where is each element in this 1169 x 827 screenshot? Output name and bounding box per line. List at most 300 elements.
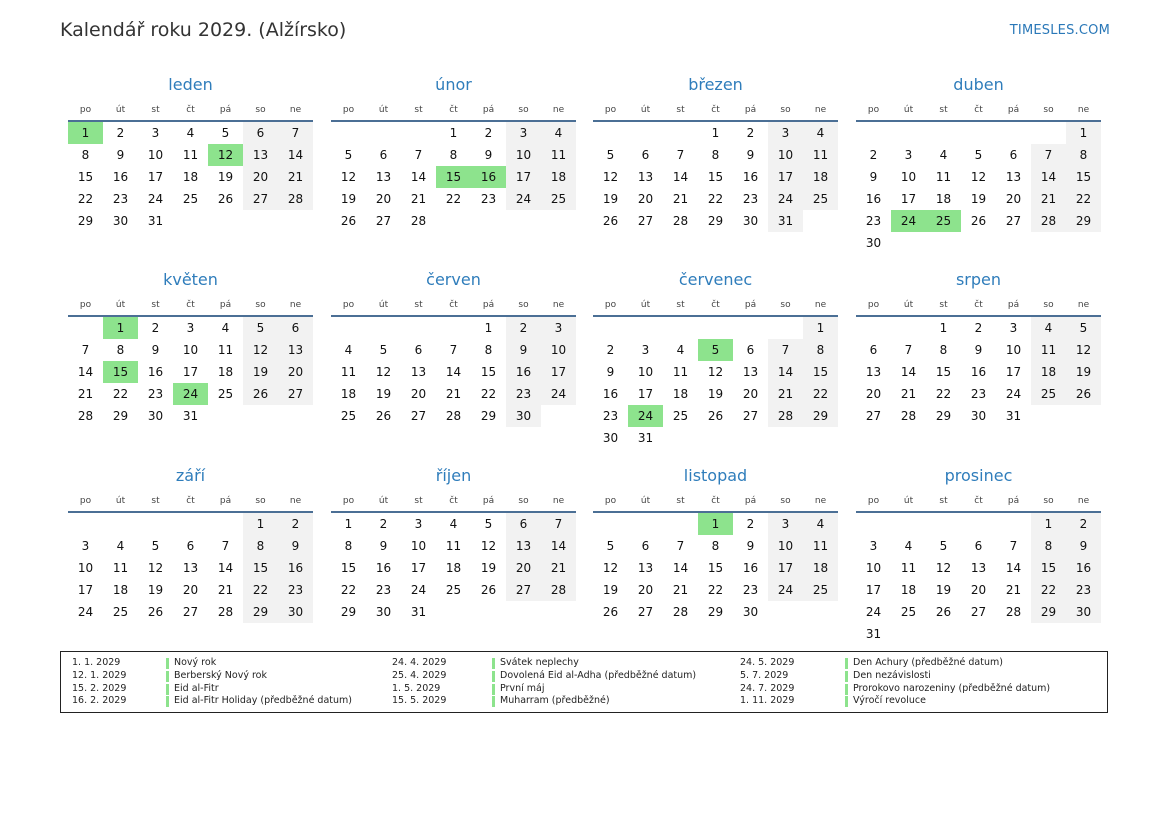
- day-cell: 2: [869, 148, 878, 162]
- day-cell: 11: [445, 539, 462, 553]
- empty-cell: [926, 513, 961, 535]
- day-cell: 26: [217, 192, 234, 206]
- empty-cell: [628, 317, 663, 339]
- day-cell: 30: [1066, 601, 1101, 623]
- day-cell: 14: [768, 361, 803, 383]
- weekday-label: čt: [711, 300, 720, 310]
- empty-cell: [628, 122, 663, 144]
- day-cell: 25: [541, 188, 576, 210]
- day-cell: 1: [243, 513, 278, 535]
- day-cell: 13: [506, 535, 541, 557]
- day-cell: 19: [602, 583, 619, 597]
- day-cell: 13: [278, 339, 313, 361]
- day-cell: 11: [1031, 339, 1066, 361]
- day-cell: 15: [935, 365, 952, 379]
- weekday-label: po: [867, 300, 880, 310]
- month-name: červen: [426, 270, 481, 289]
- month-name: leden: [168, 75, 213, 94]
- day-cell: 22: [340, 583, 357, 597]
- day-cell: 8: [81, 148, 90, 162]
- weekday-label: po: [79, 105, 92, 115]
- days-grid: [856, 317, 1101, 427]
- empty-cell: [68, 513, 103, 535]
- day-cell: 2: [151, 321, 160, 335]
- day-cell: 16: [375, 561, 392, 575]
- day-cell: 17: [77, 583, 94, 597]
- days-grid: [331, 122, 576, 232]
- legend-date: 25. 4. 2029: [392, 669, 447, 681]
- legend-holiday-name: Eid al-Fitr Holiday (předběžné datum): [174, 695, 352, 707]
- weekday-label: ne: [814, 105, 827, 115]
- month-listopad: [593, 465, 838, 623]
- day-cell: 21: [217, 583, 234, 597]
- legend-date: 16. 2. 2029: [72, 695, 127, 707]
- weekday-label: so: [518, 496, 529, 506]
- day-cell: 29: [803, 405, 838, 427]
- day-cell: 9: [278, 535, 313, 557]
- legend-date: 24. 7. 2029: [740, 682, 795, 694]
- day-cell: 24: [147, 192, 164, 206]
- weekday-label: st: [414, 105, 423, 115]
- month-srpen: [856, 269, 1101, 427]
- day-cell: 9: [606, 365, 615, 379]
- day-cell: 9: [974, 343, 983, 357]
- day-cell: 15: [1031, 557, 1066, 579]
- day-cell: 10: [410, 539, 427, 553]
- legend-date: 15. 2. 2029: [72, 682, 127, 694]
- day-cell: 30: [112, 214, 129, 228]
- day-cell: 14: [672, 561, 689, 575]
- day-cell: 5: [606, 539, 615, 553]
- day-cell: 9: [484, 148, 493, 162]
- days-grid: [68, 513, 313, 623]
- holiday-day-cell: 15: [103, 361, 138, 383]
- day-cell: 21: [1005, 583, 1022, 597]
- days-grid: [856, 122, 1101, 254]
- empty-cell: [593, 513, 628, 535]
- day-cell: 10: [900, 170, 917, 184]
- day-cell: 27: [970, 605, 987, 619]
- day-cell: 28: [672, 214, 689, 228]
- day-cell: 24: [865, 605, 882, 619]
- day-cell: 19: [217, 170, 234, 184]
- day-cell: 29: [480, 409, 497, 423]
- day-cell: 12: [480, 539, 497, 553]
- legend-date: 12. 1. 2029: [72, 669, 127, 681]
- day-cell: 5: [974, 148, 983, 162]
- day-cell: 25: [340, 409, 357, 423]
- weekday-label: so: [255, 496, 266, 506]
- legend-marker: [492, 696, 495, 707]
- day-cell: 10: [768, 535, 803, 557]
- legend-holiday-name: Den Achury (předběžné datum): [853, 657, 1003, 668]
- weekday-header: [331, 491, 576, 513]
- day-cell: 4: [1031, 317, 1066, 339]
- day-cell: 27: [410, 409, 427, 423]
- day-cell: 29: [112, 409, 129, 423]
- day-cell: 4: [803, 122, 838, 144]
- empty-cell: [698, 317, 733, 339]
- month-září: [68, 465, 313, 623]
- day-cell: 9: [1066, 535, 1101, 557]
- day-cell: 18: [182, 170, 199, 184]
- day-cell: 19: [243, 361, 278, 383]
- weekday-label: so: [1043, 496, 1054, 506]
- holiday-day-cell: 24: [628, 405, 663, 427]
- day-cell: 19: [480, 561, 497, 575]
- day-cell: 1: [484, 321, 493, 335]
- day-cell: 1: [1066, 122, 1101, 144]
- empty-cell: [401, 317, 436, 339]
- day-cell: 21: [1031, 188, 1066, 210]
- weekday-label: so: [255, 105, 266, 115]
- day-cell: 28: [768, 405, 803, 427]
- day-cell: 30: [865, 236, 882, 250]
- weekday-label: út: [640, 300, 651, 310]
- day-cell: 15: [707, 561, 724, 575]
- day-cell: 4: [803, 513, 838, 535]
- day-cell: 20: [506, 557, 541, 579]
- weekday-header: [331, 295, 576, 317]
- weekday-label: po: [342, 105, 355, 115]
- empty-cell: [331, 317, 366, 339]
- day-cell: 22: [480, 387, 497, 401]
- day-cell: 3: [81, 539, 90, 553]
- day-cell: 26: [1066, 383, 1101, 405]
- day-cell: 4: [449, 517, 458, 531]
- day-cell: 4: [676, 343, 685, 357]
- month-únor: [331, 74, 576, 232]
- day-cell: 18: [541, 166, 576, 188]
- weekday-label: út: [640, 496, 651, 506]
- day-cell: 1: [711, 126, 720, 140]
- day-cell: 19: [1066, 361, 1101, 383]
- weekday-label: čt: [186, 105, 195, 115]
- days-grid: [856, 513, 1101, 645]
- day-cell: 28: [217, 605, 234, 619]
- legend-holiday-name: Prorokovo narozeniny (předběžné datum): [853, 682, 1051, 694]
- day-cell: 21: [410, 192, 427, 206]
- day-cell: 17: [768, 166, 803, 188]
- day-cell: 17: [637, 387, 654, 401]
- weekday-label: st: [676, 105, 685, 115]
- day-cell: 18: [672, 387, 689, 401]
- legend-holiday-name: Muharram (předběžné): [500, 695, 610, 707]
- day-cell: 4: [221, 321, 230, 335]
- day-cell: 26: [707, 409, 724, 423]
- day-cell: 7: [676, 148, 685, 162]
- day-cell: 18: [803, 557, 838, 579]
- day-cell: 24: [410, 583, 427, 597]
- weekday-label: út: [115, 496, 126, 506]
- day-cell: 17: [541, 361, 576, 383]
- empty-cell: [891, 513, 926, 535]
- day-cell: 31: [1005, 409, 1022, 423]
- weekday-label: po: [604, 496, 617, 506]
- weekday-label: so: [1043, 105, 1054, 115]
- day-cell: 16: [1066, 557, 1101, 579]
- day-cell: 22: [1031, 579, 1066, 601]
- day-cell: 26: [602, 605, 619, 619]
- day-cell: 8: [1031, 535, 1066, 557]
- day-cell: 7: [541, 513, 576, 535]
- month-květen: [68, 269, 313, 427]
- day-cell: 12: [970, 170, 987, 184]
- weekday-header: [593, 100, 838, 122]
- empty-cell: [891, 317, 926, 339]
- day-cell: 20: [182, 583, 199, 597]
- holiday-day-cell: 5: [698, 339, 733, 361]
- day-cell: 10: [147, 148, 164, 162]
- day-cell: 13: [410, 365, 427, 379]
- legend-holiday-name: Den nezávislosti: [853, 669, 931, 681]
- day-cell: 25: [803, 579, 838, 601]
- weekday-label: st: [151, 300, 160, 310]
- day-cell: 19: [707, 387, 724, 401]
- month-říjen: [331, 465, 576, 623]
- weekday-label: čt: [186, 300, 195, 310]
- day-cell: 28: [77, 409, 94, 423]
- weekday-label: ne: [1077, 105, 1090, 115]
- day-cell: 16: [112, 170, 129, 184]
- day-cell: 28: [1005, 605, 1022, 619]
- legend-marker: [166, 671, 169, 682]
- day-cell: 19: [147, 583, 164, 597]
- day-cell: 23: [1066, 579, 1101, 601]
- month-name: prosinec: [944, 466, 1013, 485]
- day-cell: 14: [1005, 561, 1022, 575]
- legend-marker: [845, 684, 848, 695]
- day-cell: 9: [869, 170, 878, 184]
- day-cell: 25: [672, 409, 689, 423]
- day-cell: 19: [935, 583, 952, 597]
- weekday-label: pá: [1007, 300, 1020, 310]
- day-cell: 15: [803, 361, 838, 383]
- day-cell: 10: [1005, 343, 1022, 357]
- weekday-label: so: [780, 105, 791, 115]
- weekday-label: út: [903, 300, 914, 310]
- empty-cell: [593, 122, 628, 144]
- day-cell: 25: [217, 387, 234, 401]
- day-cell: 28: [672, 605, 689, 619]
- day-cell: 25: [445, 583, 462, 597]
- day-cell: 12: [147, 561, 164, 575]
- legend-marker: [166, 696, 169, 707]
- day-cell: 16: [278, 557, 313, 579]
- day-cell: 10: [77, 561, 94, 575]
- day-cell: 3: [869, 539, 878, 553]
- day-cell: 11: [182, 148, 199, 162]
- day-cell: 14: [77, 365, 94, 379]
- empty-cell: [138, 513, 173, 535]
- day-cell: 20: [637, 192, 654, 206]
- day-cell: 20: [742, 387, 759, 401]
- day-cell: 3: [768, 122, 803, 144]
- weekday-label: st: [939, 496, 948, 506]
- month-name: únor: [435, 75, 472, 94]
- day-cell: 4: [904, 539, 913, 553]
- weekday-label: pá: [744, 496, 757, 506]
- day-cell: 2: [746, 517, 755, 531]
- day-cell: 15: [707, 170, 724, 184]
- weekday-label: pá: [219, 300, 232, 310]
- legend-holiday-name: Výročí revoluce: [853, 695, 926, 707]
- weekday-label: so: [780, 300, 791, 310]
- day-cell: 31: [637, 431, 654, 445]
- day-cell: 8: [116, 343, 125, 357]
- day-cell: 24: [768, 579, 803, 601]
- holiday-legend: [60, 651, 1108, 713]
- weekday-label: po: [79, 300, 92, 310]
- day-cell: 27: [742, 409, 759, 423]
- site-link[interactable]: TIMESLES.COM: [1009, 23, 1110, 38]
- day-cell: 2: [379, 517, 388, 531]
- day-cell: 21: [541, 557, 576, 579]
- day-cell: 2: [278, 513, 313, 535]
- day-cell: 14: [410, 170, 427, 184]
- day-cell: 3: [641, 343, 650, 357]
- empty-cell: [856, 317, 891, 339]
- day-cell: 7: [904, 343, 913, 357]
- weekday-label: pá: [482, 300, 495, 310]
- weekday-header: [68, 100, 313, 122]
- day-cell: 11: [935, 170, 952, 184]
- day-cell: 8: [711, 148, 720, 162]
- day-cell: 4: [939, 148, 948, 162]
- day-cell: 28: [278, 188, 313, 210]
- holiday-day-cell: 1: [698, 513, 733, 535]
- empty-cell: [331, 122, 366, 144]
- day-cell: 4: [116, 539, 125, 553]
- day-cell: 22: [707, 192, 724, 206]
- day-cell: 27: [865, 409, 882, 423]
- day-cell: 31: [182, 409, 199, 423]
- day-cell: 18: [803, 166, 838, 188]
- day-cell: 5: [1066, 317, 1101, 339]
- weekday-label: pá: [482, 105, 495, 115]
- day-cell: 15: [480, 365, 497, 379]
- legend-holiday-name: Dovolená Eid al-Adha (předběžné datum): [500, 669, 697, 681]
- weekday-label: čt: [974, 496, 983, 506]
- holiday-day-cell: 15: [436, 166, 471, 188]
- day-cell: 12: [243, 339, 278, 361]
- weekday-header: [593, 491, 838, 513]
- month-červenec: [593, 269, 838, 449]
- legend-marker: [492, 658, 495, 669]
- day-cell: 6: [869, 343, 878, 357]
- weekday-label: so: [518, 300, 529, 310]
- day-cell: 24: [77, 605, 94, 619]
- weekday-label: ne: [289, 300, 302, 310]
- day-cell: 6: [243, 122, 278, 144]
- month-name: červenec: [678, 270, 753, 289]
- day-cell: 6: [414, 343, 423, 357]
- legend-holiday-name: První máj: [500, 682, 545, 694]
- day-cell: 13: [637, 561, 654, 575]
- day-cell: 16: [147, 365, 164, 379]
- legend-marker: [166, 658, 169, 669]
- day-cell: 20: [970, 583, 987, 597]
- day-cell: 26: [970, 214, 987, 228]
- day-cell: 6: [278, 317, 313, 339]
- day-cell: 29: [77, 214, 94, 228]
- day-cell: 23: [742, 192, 759, 206]
- day-cell: 9: [116, 148, 125, 162]
- day-cell: 11: [803, 535, 838, 557]
- legend-holiday-name: Nový rok: [174, 657, 217, 668]
- legend-date: 24. 5. 2029: [740, 657, 795, 668]
- weekday-label: pá: [744, 300, 757, 310]
- day-cell: 21: [768, 383, 803, 405]
- day-cell: 2: [484, 126, 493, 140]
- empty-cell: [436, 317, 471, 339]
- weekday-header: [331, 100, 576, 122]
- day-cell: 23: [480, 192, 497, 206]
- day-cell: 21: [900, 387, 917, 401]
- day-cell: 12: [602, 170, 619, 184]
- month-březen: [593, 74, 838, 232]
- weekday-label: út: [378, 105, 389, 115]
- day-cell: 3: [506, 122, 541, 144]
- month-name: duben: [953, 75, 1004, 94]
- day-cell: 9: [506, 339, 541, 361]
- day-cell: 8: [243, 535, 278, 557]
- day-cell: 16: [970, 365, 987, 379]
- empty-cell: [401, 122, 436, 144]
- empty-cell: [768, 317, 803, 339]
- legend-marker: [845, 658, 848, 669]
- day-cell: 11: [217, 343, 234, 357]
- weekday-label: so: [255, 300, 266, 310]
- empty-cell: [663, 317, 698, 339]
- day-cell: 11: [672, 365, 689, 379]
- day-cell: 31: [410, 605, 427, 619]
- day-cell: 27: [1005, 214, 1022, 228]
- weekday-label: ne: [1077, 300, 1090, 310]
- day-cell: 5: [606, 148, 615, 162]
- day-cell: 20: [375, 192, 392, 206]
- empty-cell: [926, 122, 961, 144]
- day-cell: 10: [506, 144, 541, 166]
- day-cell: 2: [1066, 513, 1101, 535]
- day-cell: 14: [445, 365, 462, 379]
- empty-cell: [366, 122, 401, 144]
- day-cell: 20: [243, 166, 278, 188]
- weekday-label: út: [378, 496, 389, 506]
- day-cell: 7: [768, 339, 803, 361]
- day-cell: 13: [1005, 170, 1022, 184]
- day-cell: 27: [506, 579, 541, 601]
- day-cell: 29: [243, 601, 278, 623]
- day-cell: 25: [803, 188, 838, 210]
- day-cell: 15: [77, 170, 94, 184]
- day-cell: 25: [1031, 383, 1066, 405]
- legend-date: 24. 4. 2029: [392, 657, 447, 668]
- day-cell: 7: [1031, 144, 1066, 166]
- day-cell: 21: [445, 387, 462, 401]
- weekday-header: [68, 491, 313, 513]
- day-cell: 7: [676, 539, 685, 553]
- day-cell: 26: [602, 214, 619, 228]
- day-cell: 17: [1005, 365, 1022, 379]
- day-cell: 3: [541, 317, 576, 339]
- day-cell: 15: [1066, 166, 1101, 188]
- weekday-label: pá: [482, 496, 495, 506]
- day-cell: 27: [375, 214, 392, 228]
- weekday-label: po: [867, 496, 880, 506]
- legend-date: 1. 11. 2029: [740, 695, 795, 707]
- weekday-label: ne: [552, 300, 565, 310]
